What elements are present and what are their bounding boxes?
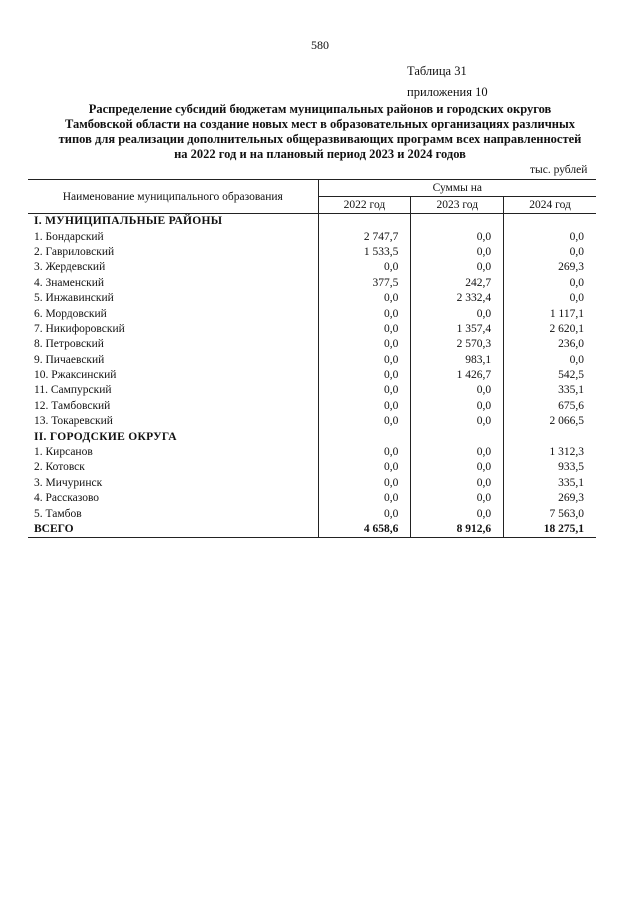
row-name: 2. Котовск [28, 460, 318, 475]
value-2023: 0,0 [411, 260, 504, 275]
value-2023: 0,0 [411, 306, 504, 321]
table-row [28, 476, 596, 491]
row-name: 10. Ржаксинский [28, 368, 318, 383]
value-2022 [318, 214, 411, 230]
title-line: Тамбовской области на создание новых мест в образовательных организациях различных [64, 117, 576, 131]
value-2024: 0,0 [569, 245, 584, 258]
value-2022: 0,0 [383, 492, 399, 505]
row-name: 3. Мичуринск [28, 476, 318, 491]
value-2024: 0,0 [569, 230, 584, 243]
table-row [28, 491, 596, 506]
row-name: 11. Сампурский [28, 383, 318, 398]
value-2023: 0,0 [411, 399, 504, 414]
row-name: 12. Тамбовский [28, 399, 318, 414]
row-name: ВСЕГО [28, 522, 318, 538]
table-header-row [28, 180, 596, 197]
row-name: 7. Никифоровский [28, 322, 318, 337]
table-row [28, 276, 596, 291]
value-2024: 675,6 [558, 399, 584, 412]
value-2024: 335,1 [558, 476, 584, 489]
row-name: 13. Токаревский [28, 414, 318, 429]
table-row [28, 445, 596, 460]
row-name: 5. Инжавинский [28, 291, 318, 306]
table-row [28, 245, 596, 260]
value-2023 [411, 214, 504, 230]
value-2022: 0,0 [383, 446, 399, 459]
row-name: 9. Пичаевский [28, 353, 318, 368]
title-line: на 2022 год и на плановый период 2023 и 2024 годов [174, 147, 466, 161]
table-row [28, 337, 596, 352]
appendix-label: приложения 10 [407, 85, 488, 99]
value-2023: 2 570,3 [411, 337, 504, 352]
value-2024: 18 275,1 [504, 522, 596, 538]
column-header-group: Суммы на [318, 180, 596, 197]
value-2024: 7 563,0 [549, 507, 584, 520]
value-2022: 0,0 [383, 338, 399, 351]
value-2024: 0,0 [569, 292, 584, 305]
table-row [28, 368, 596, 383]
table-row [28, 414, 596, 429]
value-2023: 8 912,6 [411, 522, 504, 538]
value-2022: 0,0 [383, 307, 399, 320]
section-row [28, 429, 596, 444]
value-2022: 0,0 [383, 384, 399, 397]
value-2022: 0,0 [383, 261, 399, 274]
value-2024: 1 312,3 [549, 446, 584, 459]
value-2023: 0,0 [411, 506, 504, 521]
value-2022: 0,0 [383, 353, 399, 366]
value-2023: 0,0 [411, 460, 504, 475]
value-2022: 0,0 [383, 415, 399, 428]
value-2022 [318, 429, 411, 444]
total-row [28, 522, 596, 538]
title-line: типов для реализации дополнительных общеразвивающих программ всех направленностей [58, 132, 582, 146]
value-2023: 1 426,7 [411, 368, 504, 383]
row-name: I. МУНИЦИПАЛЬНЫЕ РАЙОНЫ [28, 214, 318, 230]
value-2023: 2 332,4 [411, 291, 504, 306]
page-number: 580 [311, 38, 329, 52]
value-2024 [504, 429, 596, 444]
table-row [28, 383, 596, 398]
table-row [28, 260, 596, 275]
table-row [28, 399, 596, 414]
section-row [28, 214, 596, 230]
value-2023: 0,0 [411, 245, 504, 260]
value-2024 [504, 214, 596, 230]
table-row [28, 291, 596, 306]
row-name: 1. Кирсанов [28, 445, 318, 460]
value-2024: 269,3 [558, 492, 584, 505]
value-2022: 4 658,6 [318, 522, 411, 538]
value-2023: 0,0 [411, 445, 504, 460]
value-2022: 0,0 [383, 476, 399, 489]
value-2022: 0,0 [383, 369, 399, 382]
value-2024: 542,5 [558, 369, 584, 382]
table-row [28, 229, 596, 244]
value-2024: 2 066,5 [549, 415, 584, 428]
value-2023 [411, 429, 504, 444]
row-name: 1. Бондарский [28, 229, 318, 244]
value-2024: 1 117,1 [549, 307, 584, 320]
value-2024: 2 620,1 [549, 322, 584, 335]
table-body [28, 214, 596, 538]
value-2022: 0,0 [383, 461, 399, 474]
value-2024: 269,3 [558, 261, 584, 274]
column-header-name: Наименование муниципального образования [28, 180, 318, 214]
value-2023: 0,0 [411, 229, 504, 244]
value-2023: 0,0 [411, 383, 504, 398]
value-2024: 933,5 [558, 461, 584, 474]
value-2022: 0,0 [383, 292, 399, 305]
table-row [28, 306, 596, 321]
value-2024: 335,1 [558, 384, 584, 397]
value-2022: 0,0 [383, 507, 399, 520]
value-2022: 0,0 [383, 399, 399, 412]
row-name: 5. Тамбов [28, 506, 318, 521]
value-2022: 1 533,5 [363, 245, 399, 258]
units-label: тыс. рублей [530, 164, 588, 176]
value-2023: 242,7 [411, 276, 504, 291]
value-2024: 0,0 [569, 353, 584, 366]
value-2023: 1 357,4 [411, 322, 504, 337]
value-2022: 0,0 [383, 322, 399, 335]
row-name: 6. Мордовский [28, 306, 318, 321]
column-header-2022: 2022 год [318, 197, 411, 214]
table-row [28, 506, 596, 521]
row-name: II. ГОРОДСКИЕ ОКРУГА [28, 429, 318, 444]
value-2023: 0,0 [411, 476, 504, 491]
title-line: Распределение субсидий бюджетам муниципальных районов и городских округов [88, 102, 552, 116]
value-2023: 0,0 [411, 414, 504, 429]
table-row [28, 322, 596, 337]
value-2023: 0,0 [411, 491, 504, 506]
table-label: Таблица 31 [407, 64, 467, 78]
row-name: 4. Знаменский [28, 276, 318, 291]
column-header-2024: 2024 год [504, 197, 596, 214]
column-header-2023: 2023 год [411, 197, 504, 214]
value-2022: 377,5 [372, 276, 399, 289]
subsidy-table [28, 179, 596, 538]
table-row [28, 353, 596, 368]
row-name: 2. Гавриловский [28, 245, 318, 260]
row-name: 3. Жердевский [28, 260, 318, 275]
value-2024: 236,0 [558, 338, 584, 351]
value-2024: 0,0 [569, 276, 584, 289]
value-2022: 2 747,7 [363, 230, 399, 243]
row-name: 4. Рассказово [28, 491, 318, 506]
table-row [28, 460, 596, 475]
row-name: 8. Петровский [28, 337, 318, 352]
document-title [50, 102, 590, 162]
value-2023: 983,1 [411, 353, 504, 368]
